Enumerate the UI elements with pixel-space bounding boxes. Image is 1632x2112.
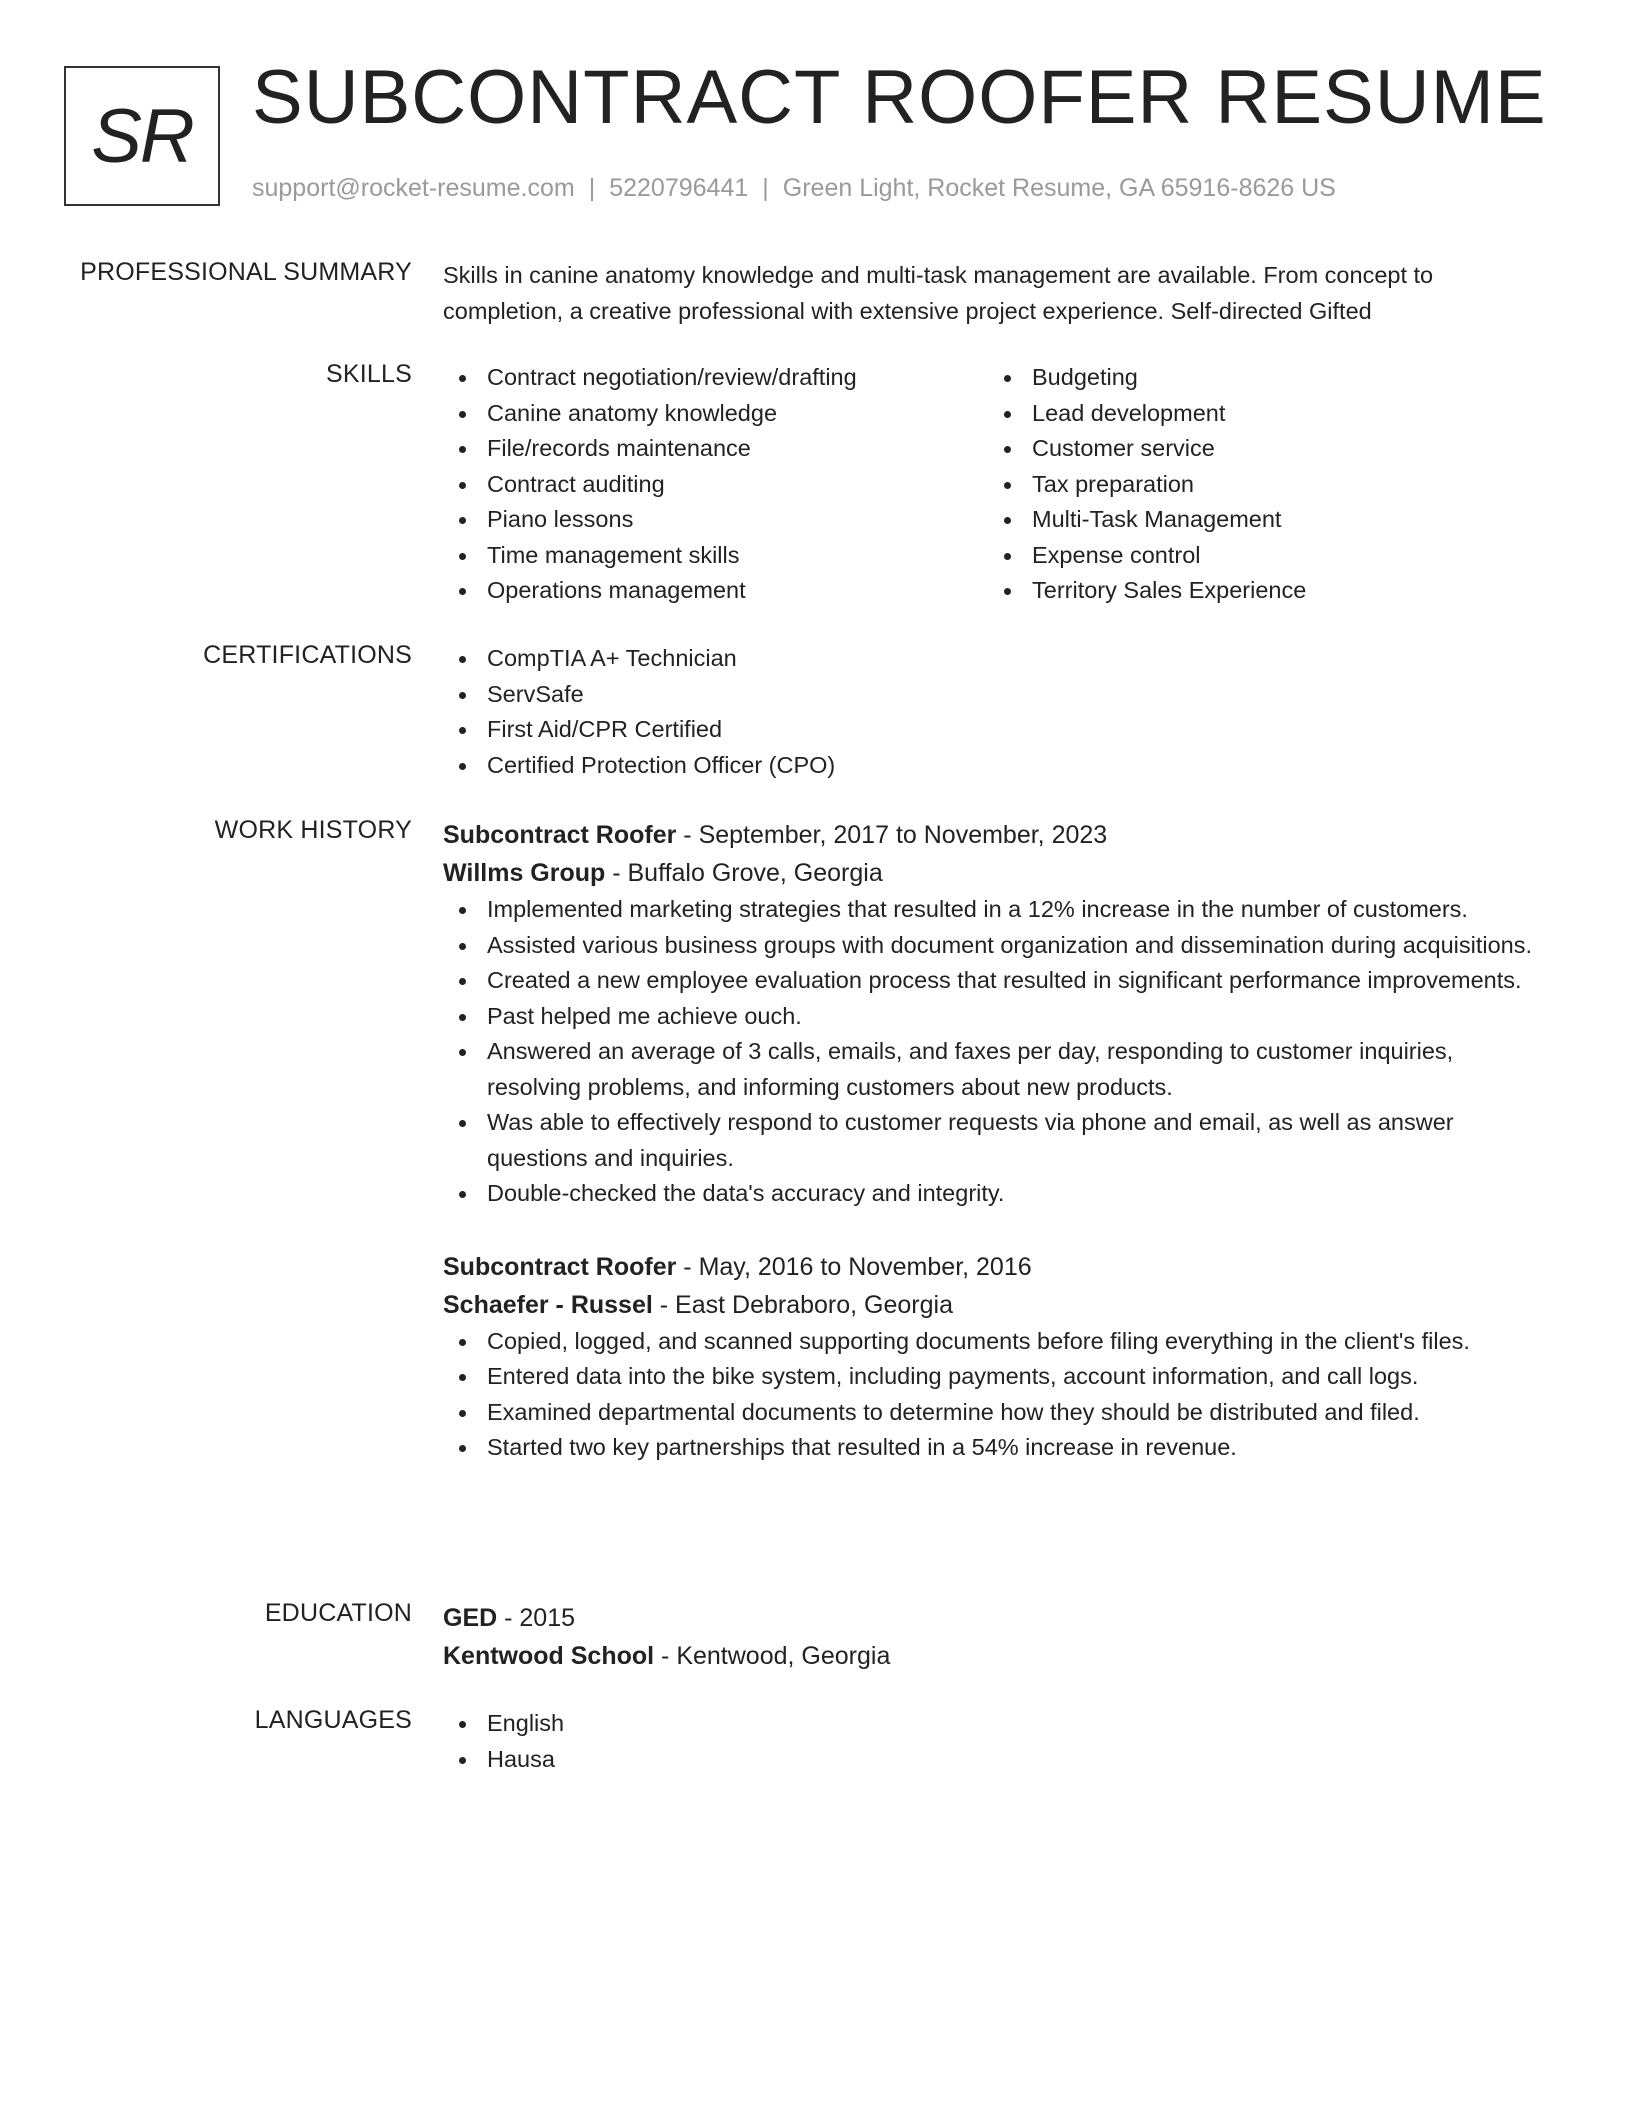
monogram-initials: SR [91,93,193,179]
contact-separator: | [762,174,769,202]
skill-item: File/records maintenance [443,431,988,467]
job-company: Willms Group [443,859,606,887]
education-degree: GED [443,1604,498,1632]
skill-item: Tax preparation [988,467,1533,503]
contact-email: support@rocket-resume.com [252,174,575,202]
skill-item: Multi-Task Management [988,502,1533,538]
section-label-work-history: WORK HISTORY [214,816,412,844]
job-title: Subcontract Roofer [443,821,677,849]
job-entry [443,1248,1533,1466]
job-company-line [443,1286,1533,1324]
certification-item: First Aid/CPR Certified [443,712,1533,748]
skill-item: Lead development [988,396,1533,432]
section-label-languages: LANGUAGES [254,1706,412,1734]
skill-item: Contract auditing [443,467,988,503]
summary-text: Skills in canine anatomy knowledge and multi-task management are available. From concept to completion, a creative professional with extensive project experience. Self-directed Gifted [443,262,1434,324]
job-title: Subcontract Roofer [443,1252,677,1281]
job-dates: - September, 2017 to November, 2023 [676,821,1108,849]
languages-body [443,1706,1533,1777]
job-location: - East Debraboro, Georgia [652,1290,953,1319]
skills-list-right [988,360,1533,609]
education-body [443,1599,1533,1675]
skill-item: Piano lessons [443,502,988,538]
job-bullet: Double-checked the data's accuracy and integrity. [443,1176,1533,1212]
job-bullet: Started two key partnerships that resulted in a 54% increase in revenue. [443,1430,1533,1466]
job-bullet-list [443,1324,1533,1466]
contact-address: Green Light, Rocket Resume, GA 65916-8626 US [782,174,1336,202]
education-location: - Kentwood, Georgia [654,1642,891,1670]
monogram-badge [64,66,220,206]
skill-item: Contract negotiation/review/drafting [443,360,988,396]
contact-separator: | [588,174,596,202]
skill-item: Customer service [988,431,1533,467]
job-title-line [443,1248,1533,1286]
job-bullet-list [443,892,1533,1212]
certifications-body [443,641,1533,783]
job-bullet: Answered an average of 3 calls, emails, and faxes per day, responding to customer inquiries, resolving problems, and informing customers about new products. [443,1034,1533,1105]
certification-item: Certified Protection Officer (CPO) [443,748,1533,784]
education-school: Kentwood School [443,1642,655,1670]
education-degree-line [443,1599,1533,1637]
work-history-body [443,816,1533,1466]
certification-item: CompTIA A+ Technician [443,641,1533,677]
section-label-summary: PROFESSIONAL SUMMARY [80,258,412,286]
job-bullet: Past helped me achieve ouch. [443,999,1533,1035]
skill-item: Time management skills [443,538,988,574]
language-item: Hausa [443,1742,1533,1778]
section-label-skills: SKILLS [326,360,412,388]
education-year: - 2015 [497,1604,576,1632]
skill-item: Budgeting [988,360,1533,396]
skill-item: Canine anatomy knowledge [443,396,988,432]
skill-item: Expense control [988,538,1533,574]
job-title-line [443,816,1533,854]
contact-line [252,174,1336,203]
job-bullet: Copied, logged, and scanned supporting documents before filing everything in the client's files. [443,1324,1533,1360]
certification-item: ServSafe [443,677,1533,713]
job-company: Schaefer - Russel [443,1290,653,1319]
languages-list [443,1706,1533,1777]
job-bullet: Entered data into the bike system, including payments, account information, and call logs. [443,1359,1533,1395]
job-entry [443,816,1533,1212]
skill-item: Operations management [443,573,988,609]
summary-body [443,258,1533,329]
job-company-line [443,854,1533,892]
job-bullet: Was able to effectively respond to customer requests via phone and email, as well as answer questions and inquiries. [443,1105,1533,1176]
contact-phone: 5220796441 [609,174,749,202]
skill-item: Territory Sales Experience [988,573,1533,609]
section-label-certifications: CERTIFICATIONS [203,641,412,669]
skills-body [443,360,1533,609]
job-bullet: Examined departmental documents to determine how they should be distributed and filed. [443,1395,1533,1431]
job-bullet: Assisted various business groups with document organization and dissemination during acquisitions. [443,928,1533,964]
education-school-line [443,1637,1533,1675]
skills-list-left [443,360,988,609]
job-dates: - May, 2016 to November, 2016 [676,1252,1032,1281]
job-location: - Buffalo Grove, Georgia [605,859,883,887]
job-bullet: Created a new employee evaluation process that resulted in significant performance improvements. [443,963,1533,999]
section-label-education: EDUCATION [264,1599,412,1627]
resume-title: SUBCONTRACT ROOFER RESUME [252,55,1547,140]
certifications-list [443,641,1533,783]
job-bullet: Implemented marketing strategies that resulted in a 12% increase in the number of customers. [443,892,1533,928]
language-item: English [443,1706,1533,1742]
